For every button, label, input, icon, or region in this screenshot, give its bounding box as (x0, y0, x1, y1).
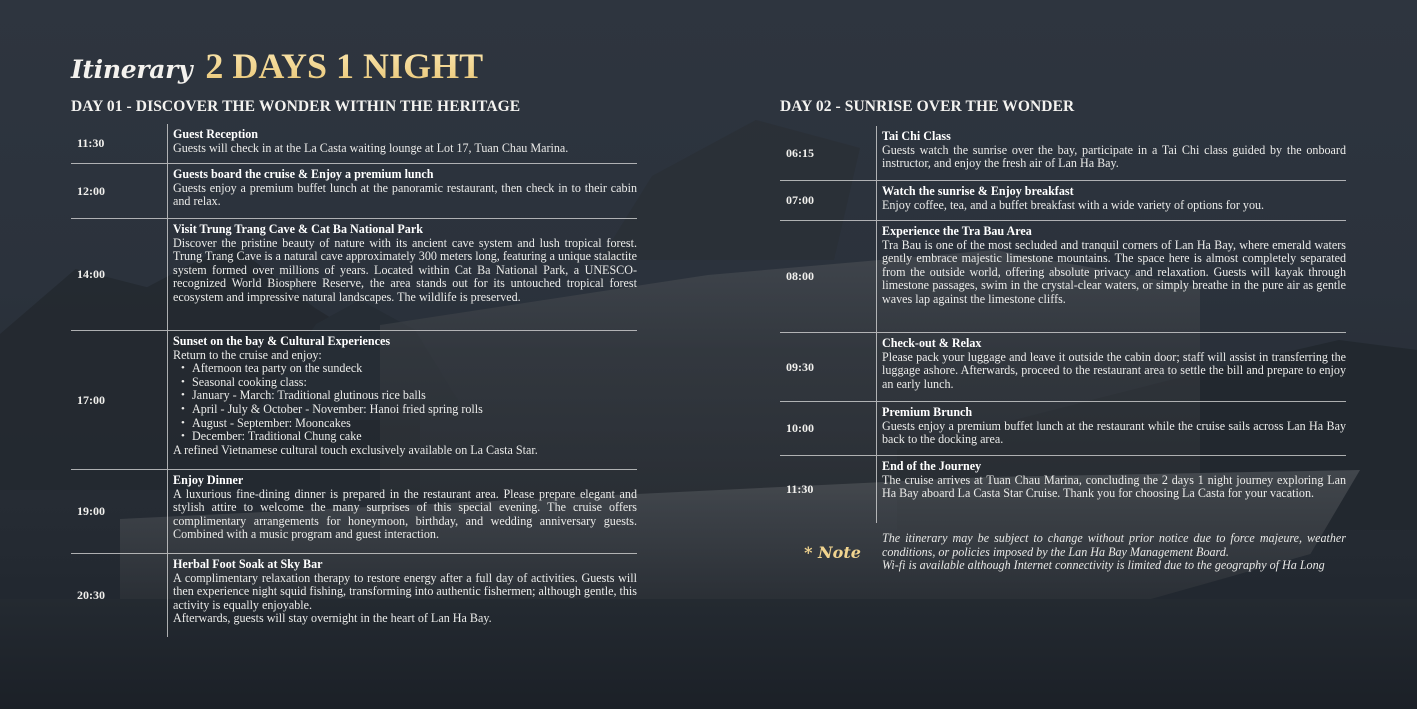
page-title (71, 48, 483, 84)
activity-list-item: • January - March: Traditional glutinous rice balls (181, 389, 637, 403)
schedule-row (71, 124, 637, 164)
schedule-title: Visit Trung Trang Cave & Cat Ba National Park (173, 222, 423, 236)
activity-list-item: • August - September: Mooncakes (181, 417, 637, 431)
schedule-time: 11:30 (780, 456, 877, 523)
schedule-title: Herbal Foot Soak at Sky Bar (173, 557, 323, 571)
schedule-title: Guest Reception (173, 127, 258, 141)
schedule-title: Premium Brunch (882, 405, 973, 419)
schedule-time: 06:15 (780, 126, 877, 180)
page-title-main: 2 DAYS 1 NIGHT (205, 46, 484, 86)
schedule-outro: A refined Vietnamese cultural touch exclusively available on La Casta Star. (173, 442, 538, 457)
schedule-row (780, 181, 1346, 221)
schedule-row (71, 219, 637, 331)
schedule-row (71, 554, 637, 637)
schedule-content (168, 470, 637, 553)
activity-list-item: • April - July & October - November: Hanoi fried spring rolls (181, 403, 637, 417)
schedule-content (877, 333, 1346, 401)
schedule-description: Enjoy coffee, tea, and a buffet breakfast with a wide variety of options for you. (882, 197, 1265, 212)
schedule-time: 10:00 (780, 402, 877, 455)
schedule-row (780, 456, 1346, 523)
schedule-time: 14:00 (71, 219, 168, 330)
schedule-title: Enjoy Dinner (173, 473, 244, 487)
schedule-content (168, 219, 637, 330)
schedule-row (780, 402, 1346, 456)
schedule-description: Discover the pristine beauty of nature with its ancient cave system and lush tropical forest. Trung Trang Cave is a natural cave approximately 300 meters long, featuring a unique stalactite system formed over millions of years. Located within Cat Ba National Park, a UNESCO-recognized World Biosphere Reserve, the area stands out for its untouched tropical forest ecosystem and impressive natural landscapes. The wildlife is preserved. (173, 235, 637, 304)
activity-list-item: • Afternoon tea party on the sundeck (181, 362, 637, 376)
page-title-script: Itinerary (71, 55, 193, 84)
schedule-title: Guests board the cruise & Enjoy a premium lunch (173, 167, 434, 181)
schedule-content (877, 456, 1346, 523)
schedule-description: A complimentary relaxation therapy to restore energy after a full day of activities. Guests will then experience night squid fishing, transforming into authentic fishermen; although gentle, this activity is equally enjoyable. (173, 570, 637, 612)
note-line: The itinerary may be subject to change without prior notice due to force majeure, weather conditions, or policies imposed by the Lan Ha Bay Management Board. (882, 531, 1346, 559)
schedule-content (877, 126, 1346, 180)
schedule-time: 20:30 (71, 554, 168, 637)
day2-schedule (780, 126, 1346, 523)
day1-heading: DAY 01 - DISCOVER THE WONDER WITHIN THE HERITAGE (71, 98, 521, 115)
schedule-description: The cruise arrives at Tuan Chau Marina, concluding the 2 days 1 night journey exploring Lan Ha Bay aboard La Casta Star Cruise. Thank you for choosing La Casta for your vacation. (882, 472, 1346, 501)
schedule-description-extra: Afterwards, guests will stay overnight in the heart of Lan Ha Bay. (173, 611, 492, 626)
schedule-description: Guests enjoy a premium buffet lunch at the panoramic restaurant, then check in to their cabin and relax. (173, 180, 637, 209)
schedule-row (780, 221, 1346, 333)
schedule-content (168, 554, 637, 637)
schedule-content (877, 181, 1346, 220)
schedule-title: Tai Chi Class (882, 129, 951, 143)
schedule-time: 17:00 (71, 331, 168, 469)
schedule-content (877, 221, 1346, 332)
activity-list-item: • December: Traditional Chung cake (181, 430, 637, 444)
schedule-time: 19:00 (71, 470, 168, 553)
schedule-time: 11:30 (71, 124, 168, 163)
activity-list-item: • Seasonal cooking class: (181, 376, 637, 390)
schedule-title: End of the Journey (882, 459, 982, 473)
schedule-description: Guests watch the sunrise over the bay, participate in a Tai Chi class guided by the onboard instructor, and enjoy the fresh air of Lan Ha Bay. (882, 142, 1346, 171)
schedule-row (780, 126, 1346, 181)
day1-schedule (71, 124, 637, 637)
note-line: Wi-fi is available although Internet connectivity is limited due to the geography of Ha Long (882, 558, 1325, 573)
schedule-row (71, 331, 637, 470)
schedule-row (780, 333, 1346, 402)
schedule-content (168, 164, 637, 218)
note-label: * Note (804, 542, 861, 562)
schedule-content (168, 124, 637, 163)
schedule-title: Check-out & Relax (882, 336, 982, 350)
note-section (780, 532, 1346, 573)
schedule-time: 09:30 (780, 333, 877, 401)
schedule-description: Tra Bau is one of the most secluded and tranquil corners of Lan Ha Bay, where emerald waters gently embrace majestic limestone mountains. The space here is almost completely separated from the outside world, offering absolute privacy and relaxation. Guests will kayak through limestone passages, swim in the crystal-clear waters, or simply breathe in the pure air as gentle waves lap against the limestone cliffs. (882, 237, 1346, 306)
schedule-description: A luxurious fine-dining dinner is prepared in the restaurant area. Please prepare elegant and stylish attire to welcome the many surprises of this special evening. The cruise offers complimentary arrangements for honeymoon, birthday, and wedding anniversary guests. Combined with a music program and guest interaction. (173, 486, 637, 542)
schedule-description: Please pack your luggage and leave it outside the cabin door; staff will assist in transferring the luggage ashore. Afterwards, proceed to the restaurant area to settle the bill and prepare to enjoy an early lunch. (882, 349, 1346, 391)
schedule-title: Experience the Tra Bau Area (882, 224, 1032, 238)
schedule-time: 07:00 (780, 181, 877, 220)
schedule-content (168, 331, 637, 469)
schedule-time: 08:00 (780, 221, 877, 332)
activity-list (173, 362, 637, 444)
note-text (877, 532, 1346, 573)
schedule-title: Sunset on the bay & Cultural Experiences (173, 334, 391, 348)
schedule-intro: Return to the cruise and enjoy: (173, 347, 322, 362)
schedule-content (877, 402, 1346, 455)
schedule-description: Guests enjoy a premium buffet lunch at the restaurant while the cruise sails across Lan Ha Bay back to the docking area. (882, 418, 1346, 447)
day2-heading: DAY 02 - SUNRISE OVER THE WONDER (780, 98, 1075, 115)
schedule-row (71, 164, 637, 219)
schedule-title: Watch the sunrise & Enjoy breakfast (882, 184, 1074, 198)
schedule-description: Guests will check in at the La Casta waiting lounge at Lot 17, Tuan Chau Marina. (173, 140, 569, 155)
schedule-row (71, 470, 637, 554)
schedule-time: 12:00 (71, 164, 168, 218)
